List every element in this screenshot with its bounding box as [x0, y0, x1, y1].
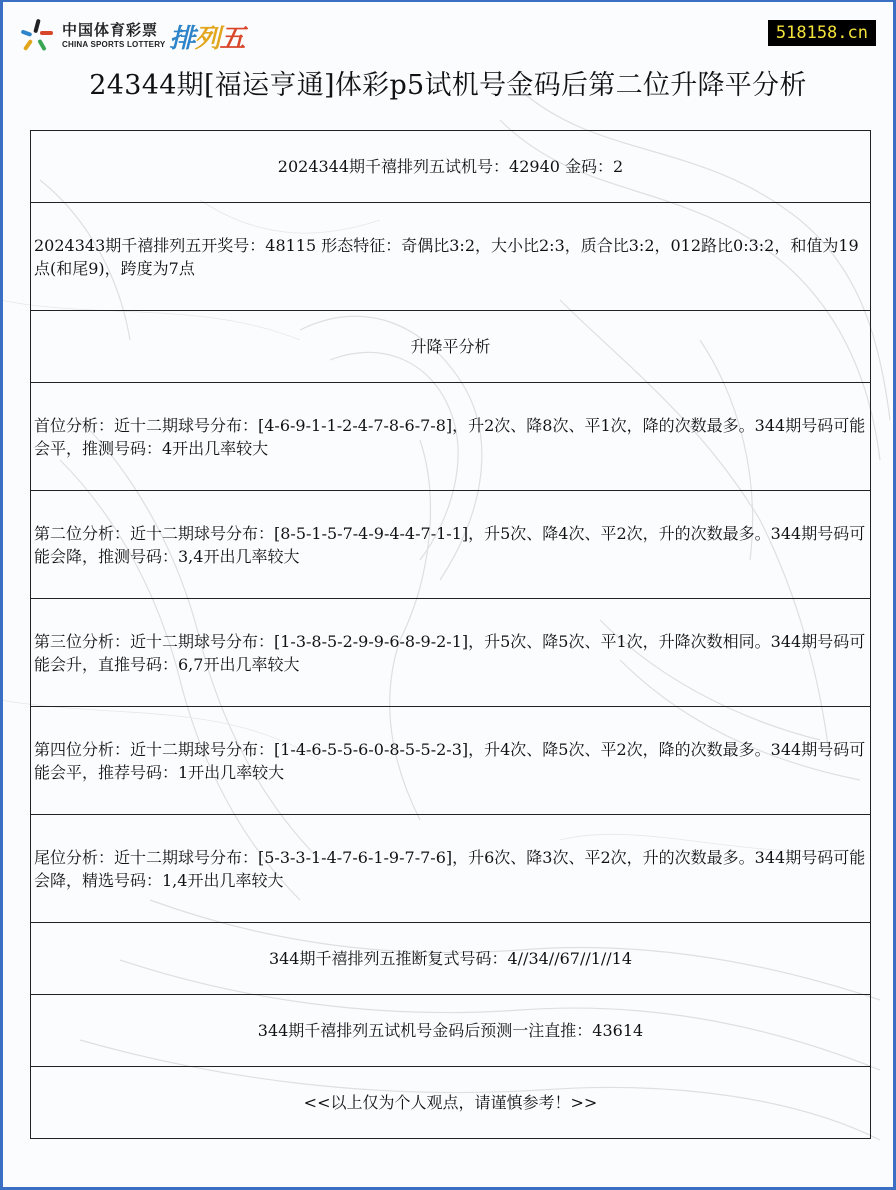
- table-row: [31, 815, 871, 923]
- logo-text: [62, 23, 165, 49]
- analysis-table: [30, 130, 871, 1139]
- section-heading-cell: 升降平分析: [31, 311, 871, 383]
- logo-char: 五: [219, 23, 245, 54]
- last-draw-cell: 2024343期千禧排列五开奖号：48115 形态特征：奇偶比3:2，大小比2:3，质合比3:2，012路比0:3:2，和值为19点(和尾9)，跨度为7点: [31, 203, 871, 311]
- last-position-analysis: 尾位分析：近十二期球号分布：[5-3-3-1-4-7-6-1-9-7-7-6]，升6次、降3次、平2次，升的次数最多。344期号码可能会降，精选号码：1,4开出几率较大: [31, 815, 871, 923]
- pailie-wu-logo: [169, 18, 244, 55]
- table-row: [31, 491, 871, 599]
- third-position-analysis: 第三位分析：近十二期球号分布：[1-3-8-5-2-9-9-6-8-9-2-1]，升5次、降5次、平1次，升降次数相同。344期号码可能会升，直推号码：6,7开出几率较大: [31, 599, 871, 707]
- table-row: [31, 131, 871, 203]
- logo-cn-text: 中国体育彩票: [62, 21, 159, 39]
- page-title: 24344期[福运亨通]体彩p5试机号金码后第二位升降平分析: [89, 70, 807, 101]
- compound-numbers-cell: 344期千禧排列五推断复式号码：4//34//67//1//14: [31, 923, 871, 995]
- second-position-analysis: 第二位分析：近十二期球号分布：[8-5-1-5-7-4-9-4-4-7-1-1]，升5次、降4次、平2次，升的次数最多。344期号码可能会降，推测号码：3,4开出几率较大: [31, 491, 871, 599]
- table-row: [31, 383, 871, 491]
- table-row: [31, 203, 871, 311]
- disclaimer-cell: <<以上仅为个人观点，请谨慎参考！>>: [31, 1067, 871, 1139]
- table-row: [31, 599, 871, 707]
- test-number-cell: 2024344期千禧排列五试机号：42940 金码：2: [31, 131, 871, 203]
- site-badge[interactable]: 518158.cn: [768, 20, 876, 46]
- table-row: [31, 311, 871, 383]
- table-row: [31, 995, 871, 1067]
- table-row: [31, 1067, 871, 1139]
- table-row: [31, 707, 871, 815]
- first-position-analysis: 首位分析：近十二期球号分布：[4-6-9-1-1-2-4-7-8-6-7-8]，升2次、降8次、平1次，降的次数最多。344期号码可能会平，推测号码：4开出几率较大: [31, 383, 871, 491]
- logo-char: 排: [169, 23, 195, 54]
- china-sports-lottery-logo: [18, 16, 244, 56]
- direct-prediction-cell: 344期千禧排列五试机号金码后预测一注直推：43614: [31, 995, 871, 1067]
- logo-en-text: CHINA SPORTS LOTTERY: [62, 40, 166, 49]
- logo-char: 列: [194, 23, 220, 54]
- fourth-position-analysis: 第四位分析：近十二期球号分布：[1-4-6-5-5-6-0-8-5-5-2-3]，升4次、降5次、平2次，降的次数最多。344期号码可能会平，推荐号码：1开出几率较大: [31, 707, 871, 815]
- lottery-star-icon: [18, 17, 56, 55]
- header: [0, 0, 896, 62]
- table-row: [31, 923, 871, 995]
